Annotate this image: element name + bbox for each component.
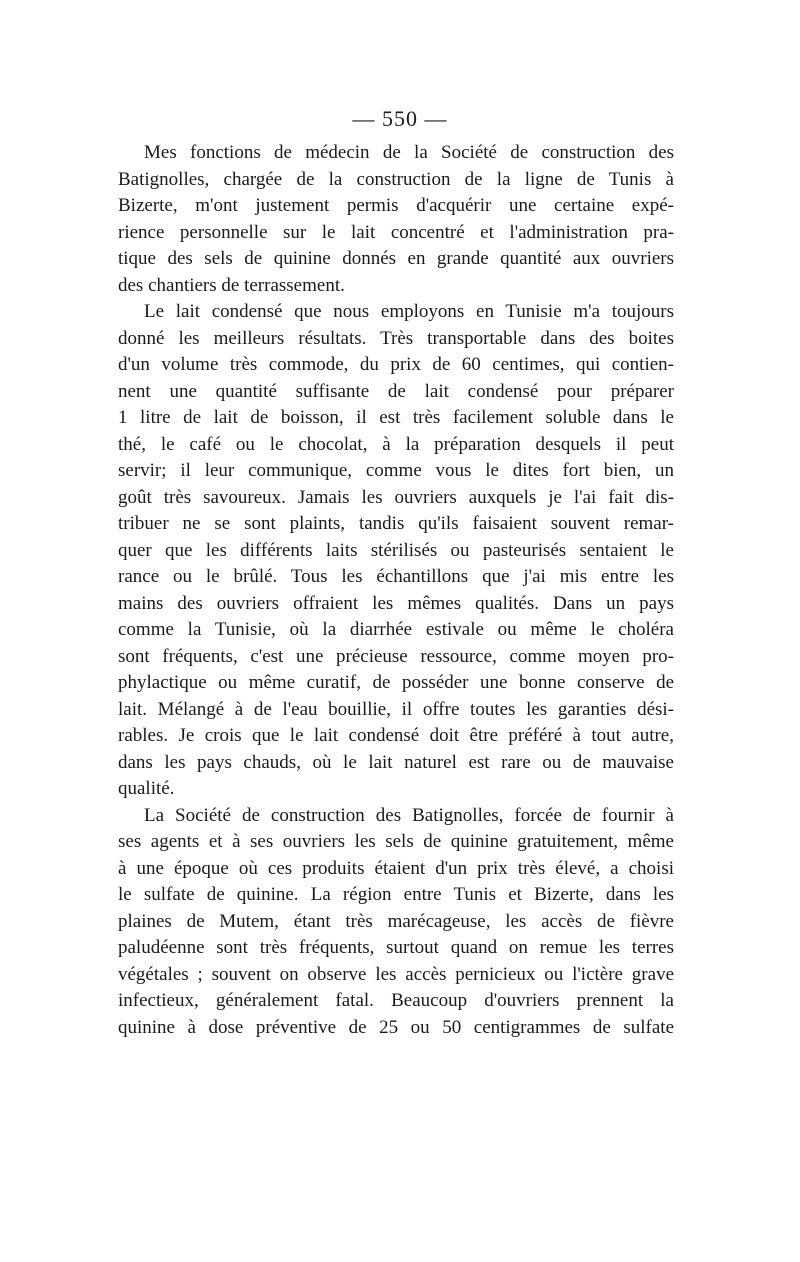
text-line: Bizerte, m'ont justement permis d'acquérir une certaine expé-	[118, 195, 674, 216]
text-line: sont fréquents, c'est une précieuse ressource, comme moyen pro-	[118, 645, 674, 667]
text-line: La Société de construction des Batignolles, forcée de fournir à	[144, 804, 674, 826]
text-line: paludéenne sont très fréquents, surtout quand on remue les terres	[118, 937, 674, 958]
text-line: quer que les différents laits stérilisés ou pasteurisés sentaient le	[118, 539, 674, 561]
text-line: 1 litre de lait de boisson, il est très facilement soluble dans le	[118, 407, 674, 428]
text-line: comme la Tunisie, où la diarrhée estivale ou même le choléra	[118, 619, 674, 640]
text-line: qualité.	[118, 778, 175, 799]
text-line: végétales ; souvent on observe les accès pernicieux ou l'ictère grave	[118, 963, 674, 985]
text-line: phylactique ou même curatif, de posséder une bonne conserve de	[118, 672, 674, 693]
text-line: Batignolles, chargée de la construction de la ligne de Tunis à	[118, 168, 674, 190]
body-text	[118, 140, 674, 1041]
text-line: nent une quantité suffisante de lait condensé pour préparer	[118, 380, 674, 402]
text-line: infectieux, généralement fatal. Beaucoup d'ouvriers prennent la	[118, 990, 674, 1011]
text-line: d'un volume très commode, du prix de 60 centimes, qui contien-	[118, 354, 674, 375]
text-line: tribuer ne se sont plaints, tandis qu'ils faisaient souvent remar-	[118, 513, 674, 534]
text-line: rance ou le brûlé. Tous les échantillons que j'ai mis entre les	[118, 566, 674, 587]
text-line: rables. Je crois que le lait condensé doit être préféré à tout autre,	[118, 725, 674, 746]
text-line: des chantiers de terrassement.	[118, 274, 345, 296]
page-number: — 550 —	[352, 106, 448, 131]
text-line: quinine à dose préventive de 25 ou 50 centigrammes de sulfate	[118, 1016, 674, 1038]
text-line: mains des ouvriers offraient les mêmes qualités. Dans un pays	[118, 592, 674, 614]
paragraph-3	[118, 803, 674, 1042]
text-line: plaines de Mutem, étant très marécageuse, les accès de fièvre	[118, 910, 674, 932]
text-line: dans les pays chauds, où le lait naturel est rare ou de mauvaise	[118, 751, 674, 773]
text-line: rience personnelle sur le lait concentré et l'administration pra-	[118, 221, 674, 243]
text-line: goût très savoureux. Jamais les ouvriers auxquels je l'ai fait dis-	[118, 486, 674, 508]
text-line: donné les meilleurs résultats. Très transportable dans des boites	[118, 327, 674, 349]
text-line: servir; il leur communique, comme vous le dites fort bien, un	[118, 460, 674, 481]
text-line: ses agents et à ses ouvriers les sels de quinine gratuitement, même	[118, 831, 674, 852]
text-line: thé, le café ou le chocolat, à la préparation desquels il peut	[118, 433, 674, 455]
text-line: le sulfate de quinine. La région entre Tunis et Bizerte, dans les	[118, 884, 674, 905]
paragraph-2	[118, 299, 674, 803]
text-line: Le lait condensé que nous employons en Tunisie m'a toujours	[144, 301, 674, 322]
text-line: lait. Mélangé à de l'eau bouillie, il offre toutes les garanties dési-	[118, 698, 674, 720]
paragraph-1	[118, 140, 674, 299]
text-line: tique des sels de quinine donnés en grande quantité aux ouvriers	[118, 248, 674, 269]
text-line: à une époque où ces produits étaient d'un prix très élevé, a choisi	[118, 857, 674, 879]
text-line: Mes fonctions de médecin de la Société de construction des	[144, 142, 674, 163]
